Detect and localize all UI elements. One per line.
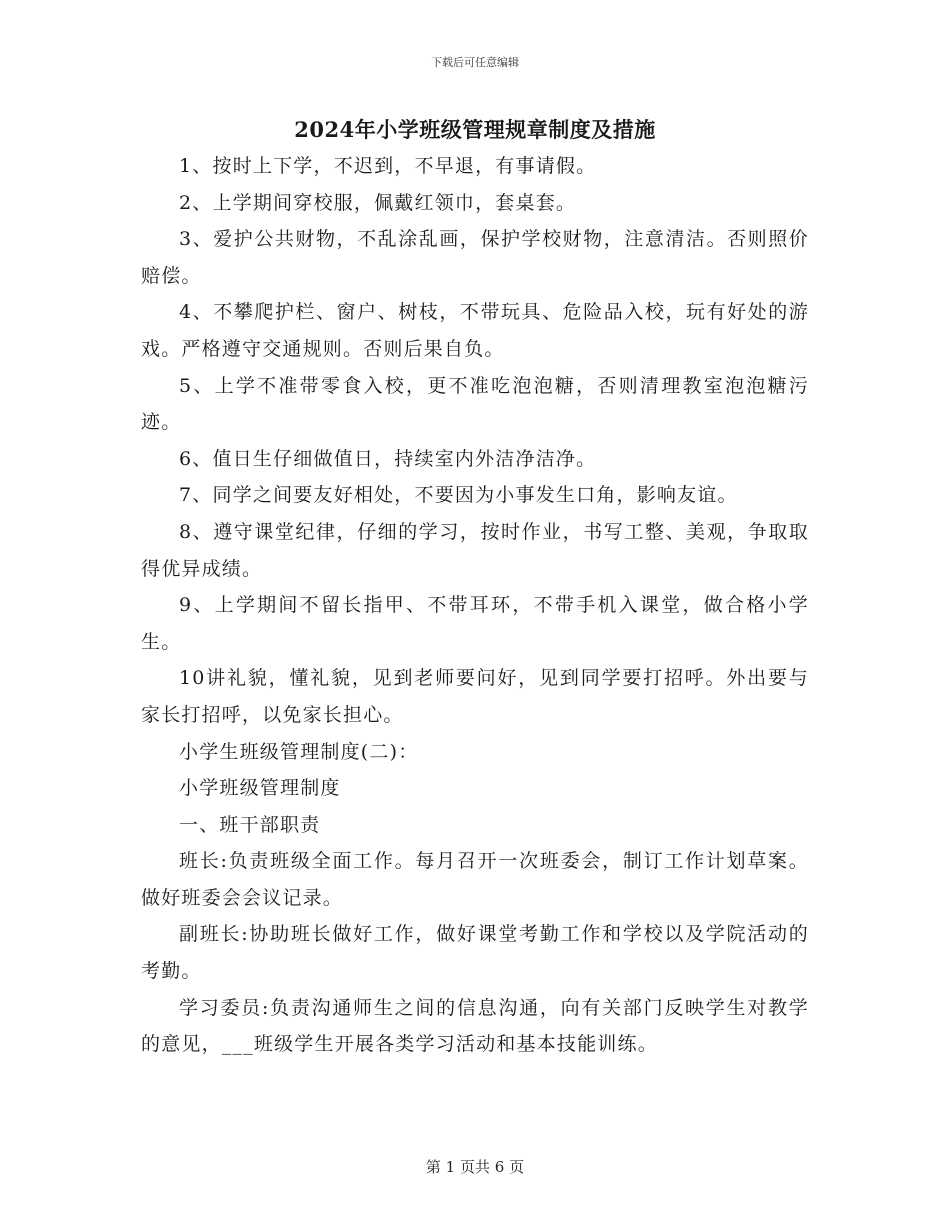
paragraph: 2、上学期间穿校服，佩戴红领巾，套桌套。 [179,191,577,214]
paragraph: 10讲礼貌，懂礼貌，见到老师要问好，见到同学要打招呼。外出要与家长打招呼，以免家长担心。 [141,667,809,726]
paragraph: 9、上学期间不留长指甲、不带耳环，不带手机入课堂，做合格小学生。 [141,594,809,653]
section-heading: 一、班干部职责 [179,813,321,836]
paragraph: 1、按时上下学，不迟到，不早退，有事请假。 [179,155,597,177]
paragraph: 副班长:协助班长做好工作，做好课堂考勤工作和学校以及学院活动的考勤。 [141,923,809,983]
paragraph: 学习委员:负责沟通师生之间的信息沟通，向有关部门反映学生对教学的意见，___班级学生开展各类学习活动和基本技能训练。 [141,996,809,1056]
paragraph: 6、值日生仔细做值日，持续室内外洁净洁净。 [179,447,597,470]
paragraph: 5、上学不准带零食入校，更不准吃泡泡糖，否则清理教室泡泡糖污迹。 [141,374,809,434]
paragraph: 3、爱护公共财物，不乱涂乱画，保护学校财物，注意清洁。否则照价赔偿。 [141,228,809,287]
document-body [141,148,809,1063]
section-heading: 小学班级管理制度 [179,777,341,800]
document-title: 2024年小学班级管理规章制度及措施 [294,117,656,142]
paragraph: 7、同学之间要友好相处，不要因为小事发生口角，影响友谊。 [179,484,738,507]
header-note: 下载后可任意编辑 [431,56,519,69]
paragraph: 8、遵守课堂纪律，仔细的学习，按时作业，书写工整、美观，争取取得优异成绩。 [141,520,809,580]
paragraph: 4、不攀爬护栏、窗户、树枝，不带玩具、危险品入校，玩有好处的游戏。严格遵守交通规则。否则后果自负。 [141,301,809,360]
page-footer: 第 1 页共 6 页 [425,1158,525,1176]
section-heading: 小学生班级管理制度(二)： [179,740,419,763]
paragraph: 班长:负责班级全面工作。每月召开一次班委会，制订工作计划草案。做好班委会会议记录。 [141,850,809,909]
